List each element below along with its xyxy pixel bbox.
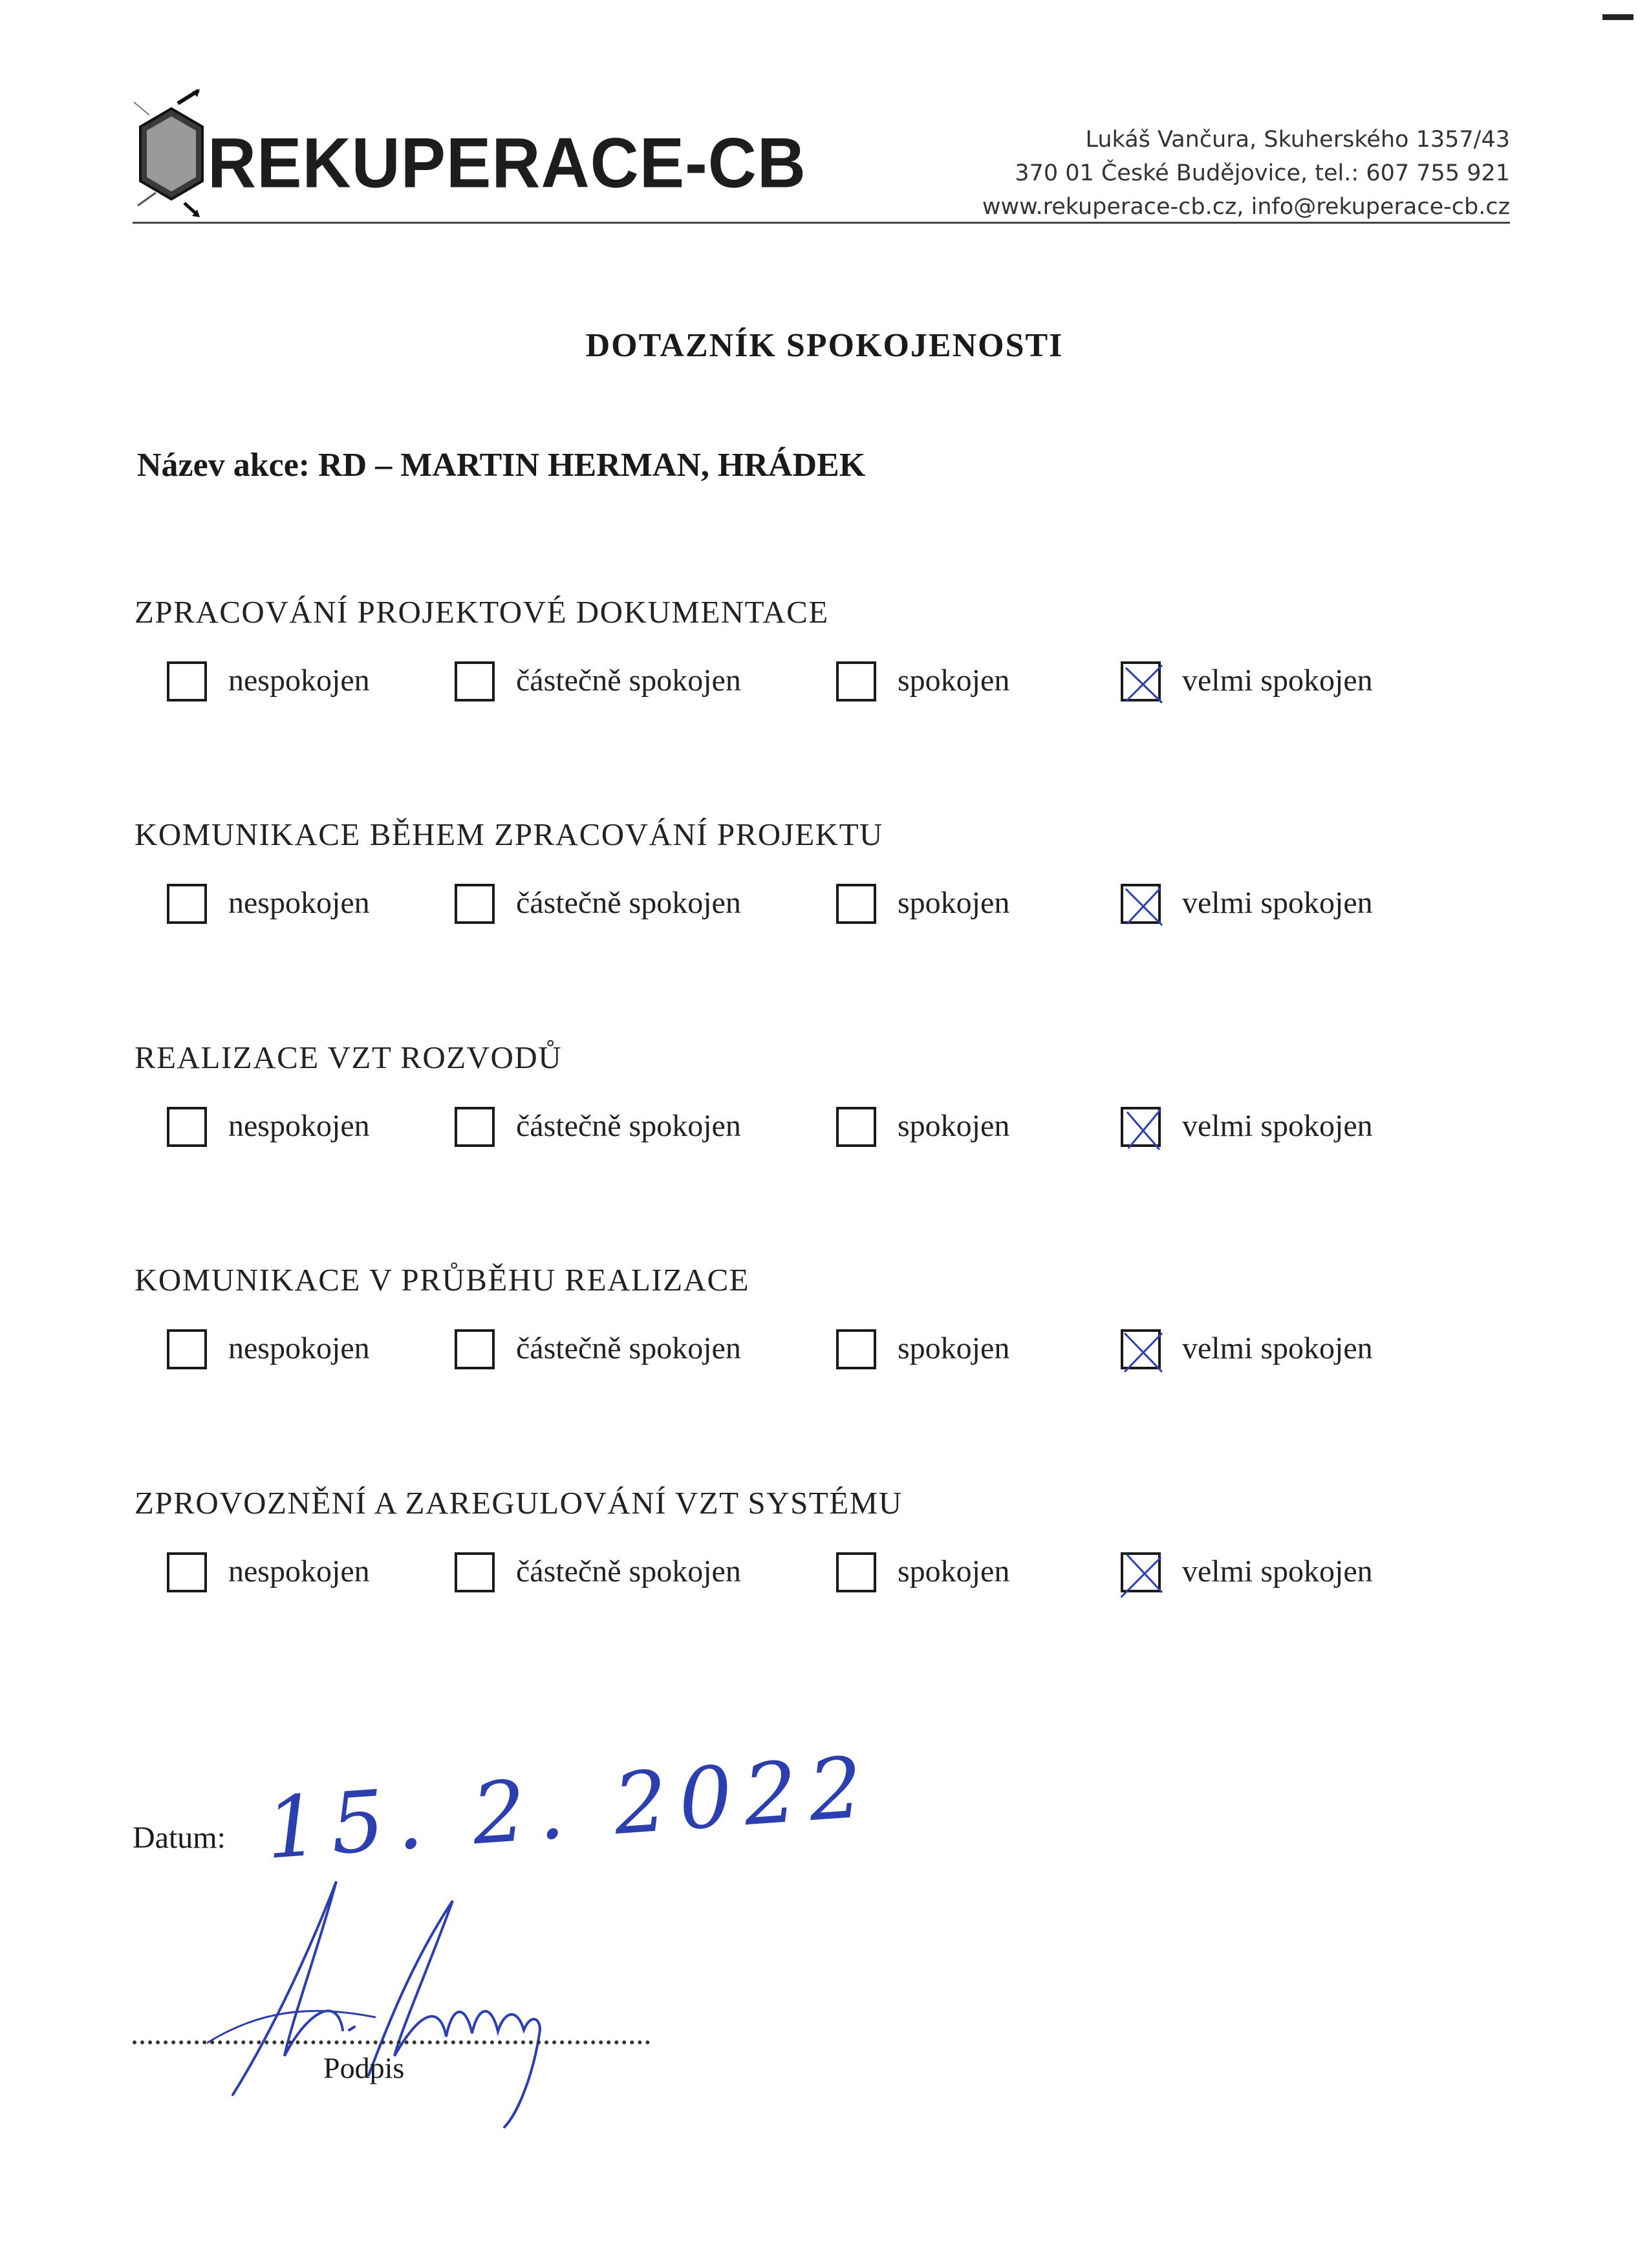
handwritten-signature [207,1862,627,2134]
hand-cross-icon [1121,661,1166,707]
document-title: DOTAZNÍK SPOKOJENOSTI [585,327,1064,364]
signature-line [133,2040,650,2044]
contact-address-line: Lukáš Vančura, Skuherského 1357/43 [1085,127,1510,153]
checkbox-empty[interactable] [167,1107,207,1147]
section-heading: KOMUNIKACE V PRŮBĚHU REALIZACE [135,1262,750,1298]
contact-city-phone-line: 370 01 České Budějovice, tel.: 607 755 921 [1015,160,1510,186]
option-label: částečně spokojen [516,886,741,920]
section-commissioning-system [135,1484,1525,1633]
scan-corner-mark [1602,14,1633,20]
logo-text: REKUPERACE-CB [208,124,806,203]
checkbox-checked[interactable] [1121,1107,1161,1147]
section-heading: ZPROVOZNĚNÍ A ZAREGULOVÁNÍ VZT SYSTÉMU [135,1485,903,1521]
checkbox-empty[interactable] [455,1107,495,1147]
company-logo [133,89,806,219]
section-communication-realization [135,1261,1525,1410]
hand-cross-icon [1121,884,1166,929]
checkbox-empty[interactable] [455,661,495,701]
date-label: Datum: [133,1821,226,1855]
header-divider [133,222,1510,224]
contact-web-email-line: www.rekuperace-cb.cz, info@rekuperace-cb.cz [982,194,1510,220]
option-label: velmi spokojen [1182,1331,1373,1365]
option-label: spokojen [898,886,1010,920]
option-label: částečně spokojen [516,1331,741,1365]
checkbox-empty[interactable] [836,884,876,924]
option-label: nespokojen [228,663,370,698]
checkbox-empty[interactable] [836,661,876,701]
checkbox-checked[interactable] [1121,1329,1161,1369]
option-label: nespokojen [228,1331,370,1365]
section-heading: KOMUNIKACE BĚHEM ZPRACOVÁNÍ PROJEKTU [135,817,883,852]
option-label: velmi spokojen [1182,663,1373,698]
checkbox-empty[interactable] [455,1552,495,1592]
option-label: částečně spokojen [516,1109,741,1143]
checkbox-empty[interactable] [836,1329,876,1369]
checkbox-empty[interactable] [167,1552,207,1592]
logo-hexagon-icon [133,89,210,219]
checkbox-checked[interactable] [1121,661,1161,701]
option-label: spokojen [898,1109,1010,1143]
project-name: Název akce: RD – MARTIN HERMAN, HRÁDEK [137,447,866,484]
signature-label: Podpis [323,2051,405,2084]
option-label: částečně spokojen [516,1554,741,1589]
option-label: velmi spokojen [1182,886,1373,920]
checkbox-empty[interactable] [455,884,495,924]
checkbox-empty[interactable] [167,1329,207,1369]
handwritten-date[interactable]: 15. 2. 2022 [262,1737,878,1878]
checkbox-empty[interactable] [836,1107,876,1147]
option-label: velmi spokojen [1182,1554,1373,1589]
section-heading: REALIZACE VZT ROZVODŮ [135,1040,563,1075]
checkbox-empty[interactable] [167,884,207,924]
checkbox-checked[interactable] [1121,884,1161,924]
option-label: spokojen [898,663,1010,698]
checkbox-empty[interactable] [167,661,207,701]
contact-block [982,123,1510,224]
section-communication-project [135,816,1525,965]
option-label: nespokojen [228,886,370,920]
option-label: spokojen [898,1331,1010,1365]
section-heading: ZPRACOVÁNÍ PROJEKTOVÉ DOKUMENTACE [135,594,829,630]
option-label: nespokojen [228,1554,370,1589]
checkbox-empty[interactable] [455,1329,495,1369]
section-realization-ducts [135,1039,1525,1188]
option-label: nespokojen [228,1109,370,1143]
hand-cross-icon [1121,1107,1166,1152]
option-label: velmi spokojen [1182,1109,1373,1143]
hand-cross-icon [1121,1329,1166,1375]
checkbox-checked[interactable] [1121,1552,1161,1592]
hand-cross-icon [1121,1552,1166,1598]
option-label: spokojen [898,1554,1010,1589]
option-label: částečně spokojen [516,663,741,698]
section-project-documentation [135,594,1525,742]
checkbox-empty[interactable] [836,1552,876,1592]
